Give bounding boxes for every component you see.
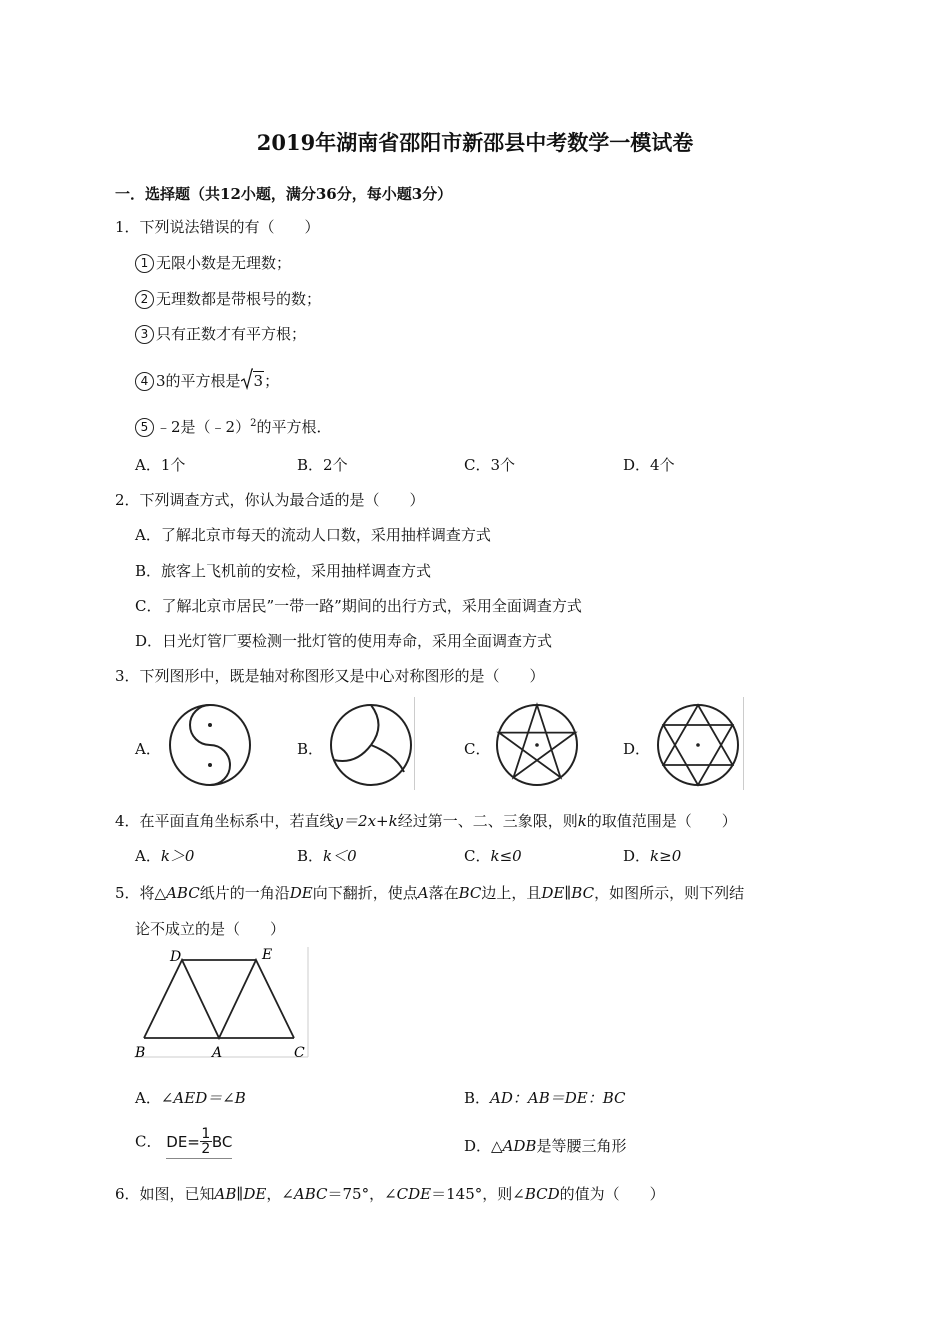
- circle-number-2: 2: [135, 290, 154, 309]
- q6-pre: 6．如图，已知: [115, 1185, 215, 1203]
- q4-option-d[interactable]: [623, 845, 681, 866]
- q4-option-a-text: k＞0: [160, 847, 195, 865]
- figure-divider-2: [743, 697, 744, 790]
- q6-abc: ABC: [293, 1185, 328, 1203]
- q4-option-c[interactable]: [464, 845, 522, 866]
- q6-s3: ＝145°，则∠: [431, 1185, 525, 1203]
- q4-option-d-pre: D．: [623, 847, 651, 865]
- q1-item-2: [135, 288, 321, 309]
- q5-text-f: ，如图所示，则下列结: [594, 884, 745, 902]
- label-C: C: [294, 1045, 305, 1061]
- q1-option-d[interactable]: D．4个: [623, 456, 675, 474]
- q5-text-a: 5．将△: [115, 884, 167, 902]
- circle-number-3: 3: [135, 325, 154, 344]
- section-heading: 一．选择题（共12小题，满分36分，每小题3分）: [115, 185, 453, 203]
- q4-pre: 4．在平面直角坐标系中，若直线: [115, 812, 335, 830]
- q5-option-d-pre: D．△: [464, 1137, 503, 1155]
- q3-stem: 3．下列图形中，既是轴对称图形又是中心对称图形的是（ ）: [115, 667, 545, 685]
- fraction: [200, 1127, 212, 1156]
- q1-stem: 1．下列说法错误的有（ ）: [115, 218, 320, 236]
- q5-c-rhs: BC: [211, 1132, 233, 1151]
- q1-option-b[interactable]: B．2个: [297, 456, 348, 474]
- q6-cde: CDE: [396, 1185, 432, 1203]
- q1-item-4-pre: 3的平方根是: [156, 372, 241, 390]
- q6-s1: ，∠: [266, 1185, 294, 1203]
- q1-option-a[interactable]: A．1个: [135, 456, 186, 474]
- q5-stem-line1: [115, 882, 744, 903]
- q5-option-a[interactable]: [135, 1087, 246, 1108]
- q2-option-b[interactable]: B．旅客上飞机前的安检，采用抽样调查方式: [135, 562, 432, 580]
- q5-option-a-text: ∠AED＝∠B: [160, 1089, 246, 1107]
- three-swirl-figure: [326, 700, 416, 790]
- q4-mid: 经过第一、二、三象限，则: [397, 812, 578, 830]
- q3-option-b-label[interactable]: B．: [297, 740, 324, 758]
- q4-option-c-text: k≤0: [490, 847, 522, 865]
- q1-item-3: [135, 323, 306, 344]
- q1-item-5: [135, 416, 331, 437]
- fraction-denominator: 2: [201, 1141, 211, 1157]
- q5-option-c-formula: [166, 1127, 232, 1159]
- q6-ab-parallel-de: AB∥DE: [214, 1185, 267, 1203]
- q5-option-c[interactable]: [135, 1127, 232, 1159]
- q2-option-c[interactable]: C．了解北京市居民”一带一路”期间的出行方式，采用全面调查方式: [135, 597, 582, 615]
- circle-number-1: 1: [135, 254, 154, 273]
- q1-item-3-text: 只有正数才有平方根；: [156, 325, 307, 343]
- q1-item-1: [135, 252, 291, 273]
- q5-option-b-pre: B．: [464, 1089, 491, 1107]
- q5-triangle-figure: [132, 945, 312, 1063]
- label-B: B: [135, 1045, 146, 1061]
- q5-c-lhs: DE=: [166, 1132, 200, 1151]
- q3-option-a-label[interactable]: A．: [135, 740, 161, 758]
- label-A: A: [212, 1045, 223, 1061]
- q4-k: k: [577, 812, 587, 830]
- q4-post: 的取值范围是（ ）: [586, 812, 737, 830]
- q5-option-b[interactable]: [464, 1087, 626, 1108]
- q5-option-a-pre: A．: [135, 1089, 161, 1107]
- q1-item-5-pre: ﹣2是（﹣2）: [156, 418, 251, 436]
- q4-option-b[interactable]: [297, 845, 357, 866]
- page-title: 2019年湖南省邵阳市新邵县中考数学一模试卷: [256, 130, 694, 155]
- q5-a-point: A: [417, 884, 429, 902]
- label-E: E: [262, 947, 273, 963]
- sqrt-radicand: 3: [253, 372, 264, 390]
- q2-stem: 2．下列调查方式，你认为最合适的是（ ）: [115, 491, 425, 509]
- q5-de-parallel-bc: DE∥BC: [541, 884, 595, 902]
- q2-option-a[interactable]: A．了解北京市每天的流动人口数，采用抽样调查方式: [135, 526, 491, 544]
- q6-post: 的值为（ ）: [559, 1185, 665, 1203]
- yin-yang-figure: [165, 700, 255, 790]
- q5-abc: ABC: [166, 884, 200, 902]
- q1-item-1-text: 无限小数是无理数；: [156, 254, 292, 272]
- fraction-numerator: 1: [201, 1126, 211, 1142]
- q4-option-c-pre: C．: [464, 847, 491, 865]
- circle-number-4: 4: [135, 372, 154, 391]
- q5-de: DE: [289, 884, 313, 902]
- q1-item-4-post: ；: [264, 372, 280, 390]
- q5-text-d: 落在: [428, 884, 459, 902]
- q1-option-c[interactable]: C．3个: [464, 456, 516, 474]
- q3-option-d-label[interactable]: D．: [623, 740, 651, 758]
- q4-option-b-pre: B．: [297, 847, 324, 865]
- q5-text-c: 向下翻折，使点: [312, 884, 418, 902]
- exponent: 2: [250, 418, 257, 429]
- pentagram-figure: [492, 700, 582, 790]
- q5-bc: BC: [458, 884, 482, 902]
- q6-stem: [115, 1183, 665, 1204]
- q3-option-c-label[interactable]: C．: [464, 740, 491, 758]
- q5-option-c-pre: C．: [135, 1132, 162, 1151]
- q5-option-d-post: 是等腰三角形: [536, 1137, 627, 1155]
- q5-option-d-adb: ADB: [502, 1137, 537, 1155]
- q5-text-b: 纸片的一角沿: [199, 884, 290, 902]
- figure-divider: [414, 697, 415, 790]
- q4-option-b-text: k＜0: [323, 847, 357, 865]
- q1-item-2-text: 无理数都是带根号的数；: [156, 290, 322, 308]
- q5-option-b-text: AD：AB＝DE：BC: [490, 1089, 626, 1107]
- q6-s2: ＝75°，∠: [327, 1185, 397, 1203]
- q4-option-a[interactable]: [135, 845, 194, 866]
- sqrt-symbol: [241, 368, 265, 390]
- q2-option-d[interactable]: D．日光灯管厂要检测一批灯管的使用寿命，采用全面调查方式: [135, 632, 553, 650]
- hexagram-figure: [653, 700, 743, 790]
- q5-stem-line2: 论不成立的是（ ）: [135, 920, 286, 938]
- q4-option-a-pre: A．: [135, 847, 161, 865]
- q4-option-d-text: k≥0: [650, 847, 682, 865]
- q4-equation: y＝2x+k: [334, 812, 398, 830]
- q1-item-5-post: 的平方根．: [256, 418, 332, 436]
- q5-option-d[interactable]: [464, 1135, 626, 1156]
- q4-stem: [115, 810, 737, 831]
- q6-bcd: BCD: [524, 1185, 560, 1203]
- q1-item-4: [135, 368, 279, 391]
- label-D: D: [170, 949, 182, 965]
- circle-number-5: 5: [135, 418, 154, 437]
- q5-text-e: 边上，且: [481, 884, 542, 902]
